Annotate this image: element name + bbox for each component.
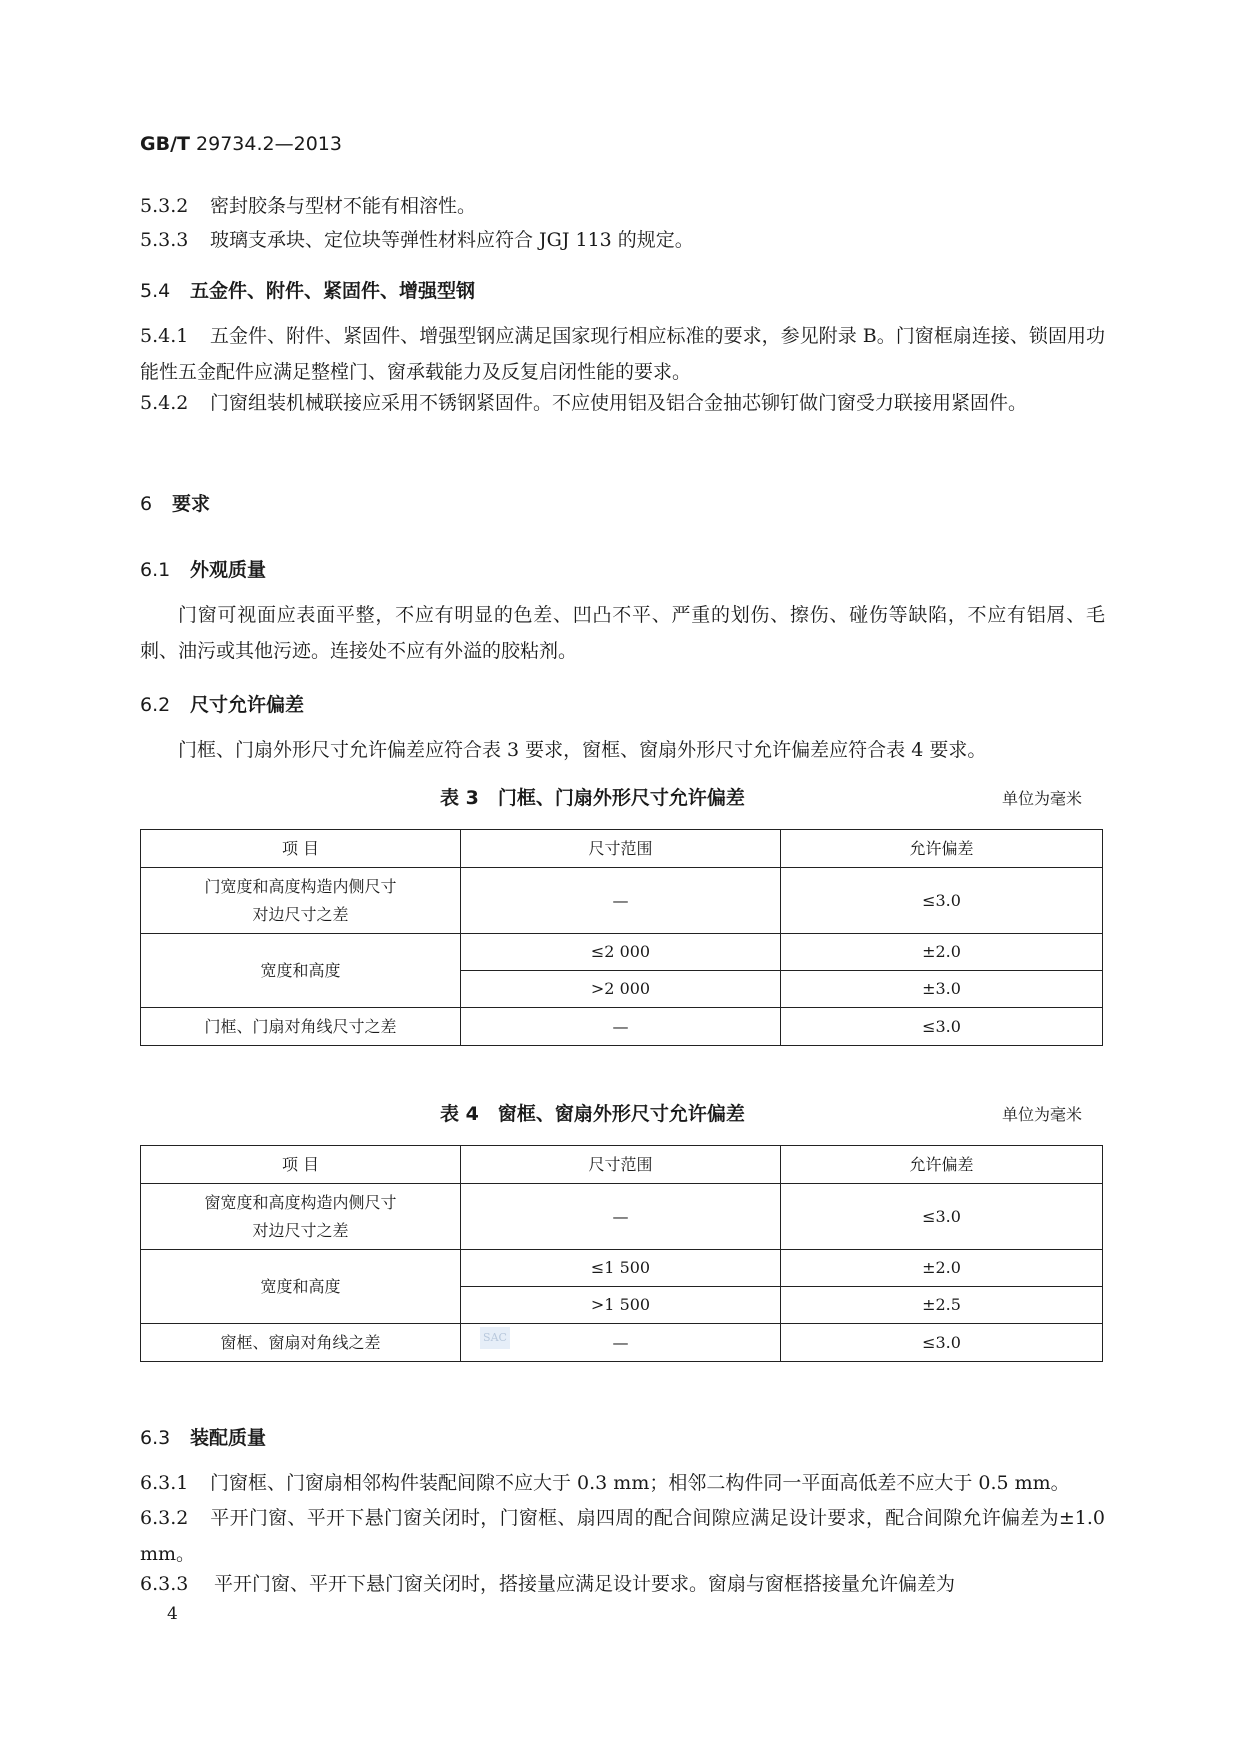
row-item: 宽度和高度 xyxy=(141,934,461,1008)
header-tolerance: 允许偏差 xyxy=(781,830,1103,868)
table-4-unit: 单位为毫米 xyxy=(1002,1105,1083,1124)
table-4-caption: 表 4 窗框、窗扇外形尺寸允许偏差 xyxy=(440,1103,745,1125)
clause-5-3-3: 5.3.3 玻璃支承块、定位块等弹性材料应符合 JGJ 113 的规定。 xyxy=(140,229,694,251)
section-6-1-heading: 6.1 外观质量 xyxy=(140,559,267,581)
section-5-4-heading: 5.4 五金件、附件、紧固件、增强型钢 xyxy=(140,280,476,302)
clause-5-4-2: 5.4.2 门窗组装机械联接应采用不锈钢紧固件。不应使用铝及铝合金抽芯铆钉做门窗受力联接用紧固件。 xyxy=(140,392,1028,414)
row-tolerance: ≤3.0 xyxy=(781,868,1103,934)
table-3-caption: 表 3 门框、门扇外形尺寸允许偏差 xyxy=(440,787,745,809)
row-range: ≤1 500 xyxy=(461,1250,781,1287)
clause-5-3-2: 5.3.2 密封胶条与型材不能有相溶性。 xyxy=(140,195,477,217)
watermark-stamp: SAC xyxy=(480,1327,510,1349)
header-range: 尺寸范围 xyxy=(461,830,781,868)
table-header-row xyxy=(141,1146,1103,1184)
table-row xyxy=(141,1184,1103,1250)
table-4 xyxy=(140,1145,1103,1362)
row-item: 窗宽度和高度构造内侧尺寸 对边尺寸之差 xyxy=(141,1184,461,1250)
standard-number: 29734.2—2013 xyxy=(196,133,342,155)
row-item: 宽度和高度 xyxy=(141,1250,461,1324)
section-6-2-heading: 6.2 尺寸允许偏差 xyxy=(140,694,305,716)
clause-6-3-1: 6.3.1 门窗框、门窗扇相邻构件装配间隙不应大于 0.3 mm；相邻二构件同一平面高低差不应大于 0.5 mm。 xyxy=(140,1472,1070,1494)
clause-6-3-2: 6.3.2 平开门窗、平开下悬门窗关闭时，门窗框、扇四周的配合间隙应满足设计要求，配合间隙允许偏差为±1.0 mm。 xyxy=(140,1507,1105,1565)
row-range: >1 500 xyxy=(461,1287,781,1324)
row-range: — xyxy=(461,868,781,934)
standard-code: GB/T xyxy=(140,133,190,155)
table-3-unit: 单位为毫米 xyxy=(1002,789,1083,808)
clause-6-3-3: 6.3.3 平开门窗、平开下悬门窗关闭时，搭接量应满足设计要求。窗扇与窗框搭接量允许偏差为 xyxy=(140,1573,956,1595)
table-row xyxy=(141,1008,1103,1046)
row-tolerance: ≤3.0 xyxy=(781,1324,1103,1362)
row-item: 门宽度和高度构造内侧尺寸 对边尺寸之差 xyxy=(141,868,461,934)
row-tolerance: ±3.0 xyxy=(781,971,1103,1008)
paragraph-6-2: 门框、门扇外形尺寸允许偏差应符合表 3 要求，窗框、窗扇外形尺寸允许偏差应符合表 4 要求。 xyxy=(178,739,987,761)
row-tolerance: ±2.0 xyxy=(781,934,1103,971)
section-6-heading: 6 要求 xyxy=(140,493,211,515)
header-item: 项 目 xyxy=(141,1146,461,1184)
row-tolerance: ±2.5 xyxy=(781,1287,1103,1324)
row-tolerance: ≤3.0 xyxy=(781,1008,1103,1046)
table-header-row xyxy=(141,830,1103,868)
table-row xyxy=(141,1324,1103,1362)
clause-5-4-1: 5.4.1 五金件、附件、紧固件、增强型钢应满足国家现行相应标准的要求，参见附录 B。门窗框扇连接、锁固用功能性五金配件应满足整樘门、窗承载能力及反复启闭性能的要求。 xyxy=(140,325,1105,383)
table-row xyxy=(141,1250,1103,1287)
row-range: >2 000 xyxy=(461,971,781,1008)
row-item: 窗框、窗扇对角线之差 xyxy=(141,1324,461,1362)
header-item: 项 目 xyxy=(141,830,461,868)
paragraph-6-1: 门窗可视面应表面平整，不应有明显的色差、凹凸不平、严重的划伤、擦伤、碰伤等缺陷，不应有铝屑、毛刺、油污或其他污迹。连接处不应有外溢的胶粘剂。 xyxy=(140,604,1105,662)
page-number: 4 xyxy=(167,1604,178,1624)
row-tolerance: ≤3.0 xyxy=(781,1184,1103,1250)
row-range: ≤2 000 xyxy=(461,934,781,971)
row-tolerance: ±2.0 xyxy=(781,1250,1103,1287)
table-row xyxy=(141,934,1103,971)
row-range: — xyxy=(461,1324,781,1362)
table-3 xyxy=(140,829,1103,1046)
row-range: — xyxy=(461,1008,781,1046)
row-item: 门框、门扇对角线尺寸之差 xyxy=(141,1008,461,1046)
header-range: 尺寸范围 xyxy=(461,1146,781,1184)
table-row xyxy=(141,868,1103,934)
document-header xyxy=(140,133,342,155)
section-6-3-heading: 6.3 装配质量 xyxy=(140,1427,267,1449)
header-tolerance: 允许偏差 xyxy=(781,1146,1103,1184)
row-range: — xyxy=(461,1184,781,1250)
